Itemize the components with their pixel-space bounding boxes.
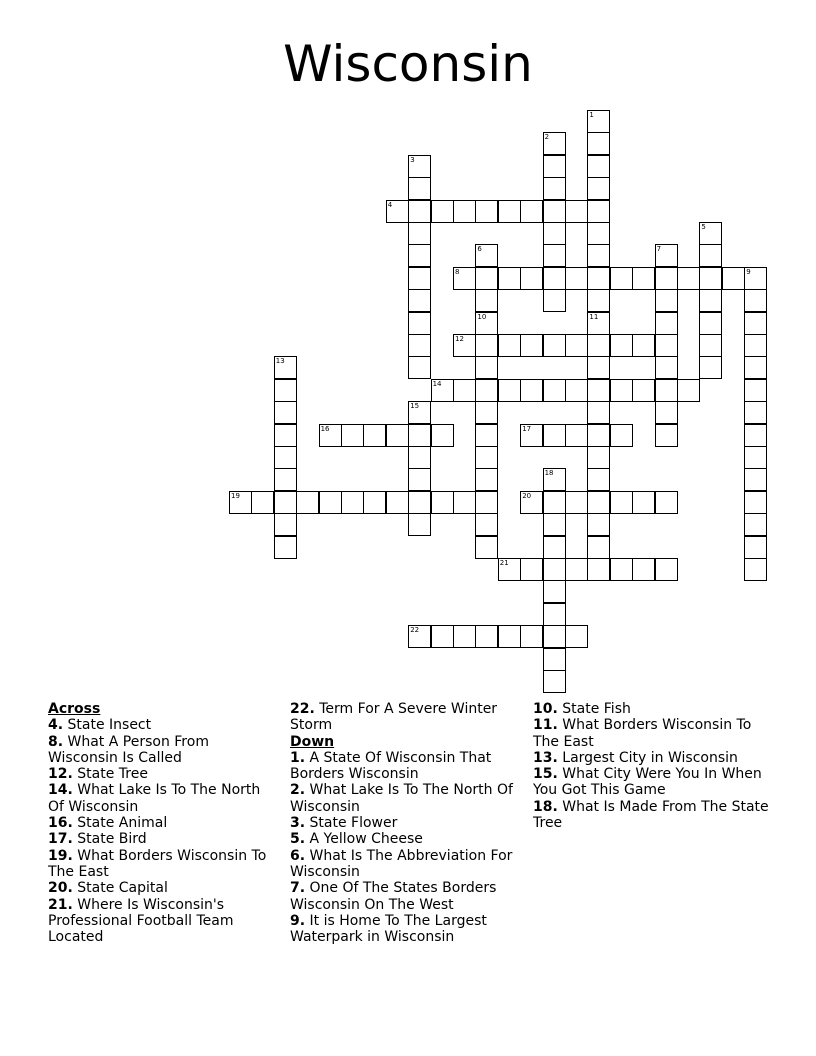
grid-cell[interactable] [475,312,498,335]
grid-cell[interactable] [565,200,588,223]
clue-number: 2. [290,782,306,799]
grid-cell[interactable] [475,401,498,424]
down-clue-list [290,750,522,946]
grid-cell[interactable] [386,424,409,447]
grid-cell[interactable] [610,558,633,581]
grid-cell[interactable] [744,513,767,536]
grid-cell[interactable] [408,312,431,335]
clue-number: 10. [533,701,558,717]
grid-cell[interactable] [453,267,476,290]
cell-number: 15 [410,402,420,411]
clue-number: 3. [290,815,306,832]
cell-number: 5 [701,223,706,231]
grid-cell[interactable] [655,289,678,312]
grid-cell[interactable] [520,200,543,223]
clue-item [533,750,773,766]
grid-cell[interactable] [251,491,274,514]
clue-item [533,766,773,799]
grid-cell[interactable] [655,334,678,357]
clue-column-1 [48,701,280,945]
grid-cell[interactable] [408,200,431,223]
grid-cell[interactable] [655,356,678,379]
grid-cell[interactable] [587,132,610,155]
grid-cell[interactable] [543,267,566,290]
grid-cell[interactable] [274,446,297,469]
grid-cell[interactable] [655,312,678,335]
grid-cell[interactable] [744,312,767,335]
grid-cell[interactable] [543,424,566,447]
grid-cell[interactable] [677,267,700,290]
grid-cell[interactable] [744,379,767,402]
grid-cell[interactable] [386,200,409,223]
grid-cell[interactable] [587,356,610,379]
grid-cell[interactable] [610,491,633,514]
grid-cell[interactable] [587,468,610,491]
grid-cell[interactable] [699,312,722,335]
grid-cell[interactable] [408,177,431,200]
grid-cell[interactable] [408,446,431,469]
grid-cell[interactable] [408,491,431,514]
grid-cell[interactable] [655,244,678,267]
clue-text: What Lake Is To The North Of Wisconsin [48,782,261,815]
grid-cell[interactable] [296,491,319,514]
grid-cell[interactable] [498,558,521,581]
grid-cell[interactable] [699,222,722,245]
clue-number: 4. [48,717,64,734]
grid-cell[interactable] [520,558,543,581]
grid-cell[interactable] [543,648,566,671]
grid-cell[interactable] [632,334,655,357]
grid-cell[interactable] [565,334,588,357]
grid-cell[interactable] [655,267,678,290]
grid-cell[interactable] [587,222,610,245]
grid-cell[interactable] [587,200,610,223]
across-heading: Across [48,701,101,717]
cell-number: 13 [275,357,285,366]
cell-number: 9 [746,267,751,276]
grid-cell[interactable] [475,491,498,514]
grid-cell[interactable] [363,491,386,514]
grid-cell[interactable] [543,379,566,402]
clue-item [48,880,280,896]
clue-item [48,897,280,946]
down-clue-list-continued [533,701,773,831]
cell-number: 21 [499,559,509,567]
grid-cell[interactable] [498,379,521,402]
clue-number: 19. [48,847,73,864]
clue-item [290,782,522,815]
clue-item [290,880,522,913]
grid-cell[interactable] [565,267,588,290]
grid-cell[interactable] [408,267,431,290]
grid-cell[interactable] [475,536,498,559]
grid-cell[interactable] [475,468,498,491]
grid-cell[interactable] [520,491,543,514]
clue-number: 6. [290,847,306,864]
grid-cell[interactable] [408,289,431,312]
grid-cell[interactable] [520,267,543,290]
grid-cell[interactable] [498,625,521,648]
grid-cell[interactable] [453,200,476,223]
grid-cell[interactable] [587,513,610,536]
grid-cell[interactable] [699,356,722,379]
clue-text: State Bird [72,831,147,848]
grid-cell[interactable] [520,379,543,402]
clue-text: What Borders Wisconsin To The East [533,717,752,750]
clue-text: State Tree [72,766,148,783]
grid-cell[interactable] [744,558,767,581]
cell-number: 19 [231,491,240,500]
grid-cell[interactable] [475,446,498,469]
grid-cell[interactable] [632,491,655,514]
cell-number: 3 [410,155,415,164]
grid-cell[interactable] [677,379,700,402]
grid-cell[interactable] [498,200,521,223]
grid-cell[interactable] [520,625,543,648]
grid-cell[interactable] [543,558,566,581]
cell-number: 4 [387,200,393,209]
grid-cell[interactable] [587,424,610,447]
cell-number: 14 [432,379,442,388]
grid-cell[interactable] [475,513,498,536]
grid-cell[interactable] [565,379,588,402]
clue-number: 13. [533,749,558,766]
clue-number: 16. [48,815,73,832]
clue-text: What A Person From Wisconsin Is Called [48,733,209,766]
grid-cell[interactable] [587,446,610,469]
cell-number: 17 [522,424,532,433]
grid-cell[interactable] [520,424,543,447]
grid-cell[interactable] [229,491,252,514]
grid-cell[interactable] [699,267,722,290]
clue-text: Largest City in Wisconsin [557,749,738,766]
grid-cell[interactable] [543,670,566,693]
grid-cell[interactable] [319,424,342,447]
clue-text: What Borders Wisconsin To The East [48,847,267,880]
grid-cell[interactable] [543,200,566,223]
grid-cell[interactable] [565,491,588,514]
clue-text: State Animal [72,815,168,832]
grid-cell[interactable] [744,468,767,491]
grid-cell[interactable] [274,379,297,402]
grid-cell[interactable] [565,625,588,648]
grid-cell[interactable] [363,424,386,447]
grid-cell[interactable] [587,177,610,200]
cell-number: 7 [656,245,662,254]
puzzle-title: Wisconsin [283,35,533,93]
clue-text: What City Were You In When You Got This Game [533,766,762,799]
grid-cell[interactable] [431,625,454,648]
cell-number: 12 [455,335,464,343]
grid-cell[interactable] [498,334,521,357]
grid-cell[interactable] [475,267,498,290]
grid-cell[interactable] [587,155,610,178]
clue-item [290,913,522,946]
cell-number: 22 [410,626,420,635]
grid-cell[interactable] [655,424,678,447]
clue-text: What Is The Abbreviation For Wisconsin [290,847,513,880]
grid-cell[interactable] [632,558,655,581]
grid-cell[interactable] [543,289,566,312]
grid-cell[interactable] [408,468,431,491]
grid-cell[interactable] [408,334,431,357]
grid-cell[interactable] [274,491,297,514]
clue-number: 11. [533,717,558,734]
grid-cell[interactable] [565,424,588,447]
clue-item [290,831,522,847]
grid-cell[interactable] [744,267,767,290]
clue-item [290,848,522,881]
clue-item [533,701,773,717]
grid-cell[interactable] [699,244,722,267]
grid-cell[interactable] [587,110,610,133]
grid-cell[interactable] [408,401,431,424]
grid-cell[interactable] [587,558,610,581]
grid-cell[interactable] [543,244,566,267]
grid-cell[interactable] [341,424,364,447]
clue-item [48,766,280,782]
across-clue-list [48,717,280,945]
grid-cell[interactable] [655,401,678,424]
grid-cell[interactable] [274,536,297,559]
clue-column-2 [290,701,522,945]
grid-cell[interactable] [475,424,498,447]
grid-cell[interactable] [453,334,476,357]
cell-number: 6 [477,245,482,254]
grid-cell[interactable] [699,334,722,357]
grid-cell[interactable] [543,334,566,357]
grid-cell[interactable] [655,379,678,402]
grid-cell[interactable] [587,312,610,335]
clue-number: 9. [290,912,306,929]
grid-cell[interactable] [498,267,521,290]
grid-cell[interactable] [632,267,655,290]
grid-cell[interactable] [587,379,610,402]
clue-text: State Capital [72,880,168,897]
grid-cell[interactable] [699,289,722,312]
grid-cell[interactable] [408,513,431,536]
grid-cell[interactable] [587,536,610,559]
clue-item [290,815,522,831]
clue-text: A Yellow Cheese [305,831,423,848]
grid-cell[interactable] [543,177,566,200]
clue-text: What Is Made From The State Tree [533,798,769,832]
grid-cell[interactable] [587,334,610,357]
clue-number: 12. [48,766,73,783]
clue-item [290,701,522,734]
clue-text: A State Of Wisconsin That Borders Wisconsin [290,749,492,783]
grid-cell[interactable] [475,334,498,357]
grid-cell[interactable] [610,424,633,447]
grid-cell[interactable] [587,267,610,290]
grid-cell[interactable] [520,334,543,357]
grid-cell[interactable] [453,625,476,648]
grid-cell[interactable] [587,244,610,267]
grid-cell[interactable] [744,446,767,469]
grid-cell[interactable] [475,379,498,402]
grid-cell[interactable] [655,558,678,581]
grid-cell[interactable] [587,491,610,514]
clue-number: 21. [48,896,73,913]
cell-number: 10 [477,312,487,321]
grid-cell[interactable] [587,401,610,424]
grid-cell[interactable] [543,536,566,559]
clue-text: State Insect [63,717,152,734]
clue-number: 22. [290,701,315,717]
clue-item [533,799,773,832]
grid-cell[interactable] [408,424,431,447]
grid-cell[interactable] [543,468,566,491]
grid-cell[interactable] [744,289,767,312]
clue-item [48,734,280,767]
clue-text: State Flower [305,815,398,832]
across-clue-list-continued [290,701,522,734]
grid-cell[interactable] [587,289,610,312]
grid-cell[interactable] [543,580,566,603]
clue-text: It is Home To The Largest Waterpark in Wisconsin [290,912,487,946]
clue-text: What Lake Is To The North Of Wisconsin [290,782,513,815]
grid-cell[interactable] [744,491,767,514]
clue-item [48,717,280,733]
grid-cell[interactable] [543,132,566,155]
grid-cell[interactable] [610,334,633,357]
grid-cell[interactable] [543,155,566,178]
clue-number: 15. [533,766,558,783]
grid-cell[interactable] [341,491,364,514]
cell-number: 18 [544,469,554,478]
grid-cell[interactable] [408,155,431,178]
grid-cell[interactable] [565,558,588,581]
grid-cell[interactable] [431,491,454,514]
grid-cell[interactable] [610,379,633,402]
grid-cell[interactable] [386,491,409,514]
clue-number: 18. [533,798,558,815]
grid-cell[interactable] [408,222,431,245]
grid-cell[interactable] [744,536,767,559]
clue-text: State Fish [557,701,631,717]
grid-cell[interactable] [543,513,566,536]
clue-number: 8. [48,733,64,750]
grid-cell[interactable] [274,468,297,491]
grid-cell[interactable] [408,244,431,267]
clue-item [533,717,773,750]
clue-number: 14. [48,782,73,799]
clue-number: 5. [290,831,306,848]
grid-cell[interactable] [408,625,431,648]
clue-number: 17. [48,831,73,848]
grid-cell[interactable] [431,379,454,402]
grid-cell[interactable] [274,401,297,424]
clue-item [48,815,280,831]
grid-cell[interactable] [431,200,454,223]
grid-cell[interactable] [475,200,498,223]
grid-cell[interactable] [632,379,655,402]
grid-cell[interactable] [274,356,297,379]
grid-cell[interactable] [274,513,297,536]
grid-cell[interactable] [475,356,498,379]
clue-text: Where Is Wisconsin's Professional Football Team Located [48,896,234,946]
cell-number: 1 [589,111,594,119]
cell-number: 16 [320,424,330,433]
grid-cell[interactable] [408,356,431,379]
grid-cell[interactable] [744,356,767,379]
grid-cell[interactable] [722,267,745,290]
grid-cell[interactable] [543,603,566,626]
grid-cell[interactable] [543,222,566,245]
grid-cell[interactable] [744,424,767,447]
clue-item [48,782,280,815]
clue-text: Term For A Severe Winter Storm [290,701,498,734]
grid-cell[interactable] [655,491,678,514]
clue-number: 1. [290,749,306,766]
grid-cell[interactable] [475,289,498,312]
down-heading: Down [290,733,335,750]
clue-item [48,848,280,881]
clue-text: One Of The States Borders Wisconsin On The West [290,880,497,913]
clue-item [48,831,280,847]
grid-cell[interactable] [543,491,566,514]
clue-item [290,750,522,783]
grid-cell[interactable] [610,267,633,290]
grid-cell[interactable] [475,625,498,648]
cell-number: 8 [455,267,460,276]
cell-number: 11 [589,312,599,321]
grid-cell[interactable] [744,334,767,357]
grid-cell[interactable] [431,424,454,447]
grid-cell[interactable] [543,625,566,648]
cell-number: 2 [544,133,550,142]
grid-cell[interactable] [475,244,498,267]
clue-number: 7. [290,880,306,897]
grid-cell[interactable] [274,424,297,447]
cell-number: 20 [522,491,532,500]
clue-column-3 [533,701,773,831]
grid-cell[interactable] [744,401,767,424]
clue-number: 20. [48,880,73,897]
grid-cell[interactable] [319,491,342,514]
grid-cell[interactable] [453,491,476,514]
grid-cell[interactable] [453,379,476,402]
